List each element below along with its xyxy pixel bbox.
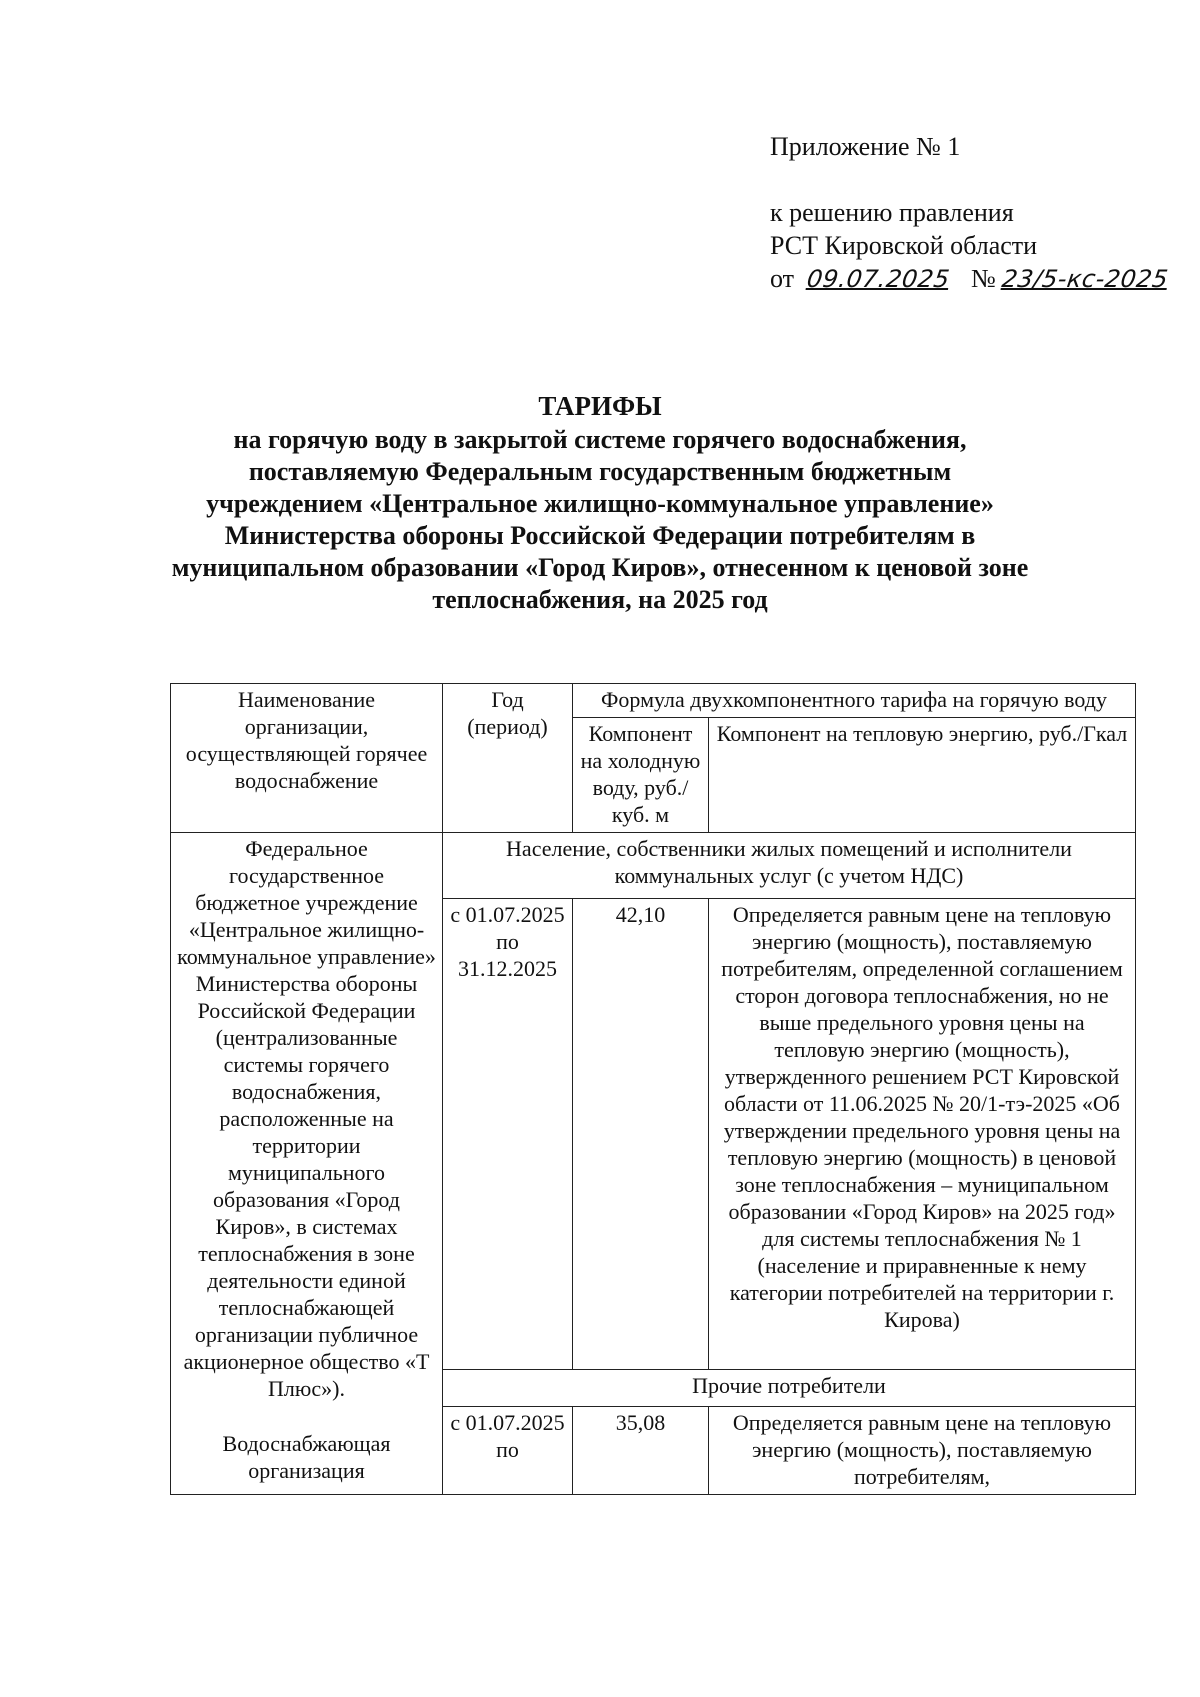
title-line: муниципальном образовании «Город Киров», отнесенном к ценовой зоне <box>171 553 1029 582</box>
appendix-date-number <box>770 262 1171 296</box>
header-heat: Компонент на тепловую энергию, руб./Гкал <box>709 718 1136 833</box>
appendix-line-authority: РСТ Кировской области <box>770 231 1038 260</box>
title-line: на горячую воду в закрытой системе горячего водоснабжения, <box>233 425 967 454</box>
organization-note: Водоснабжающая организация <box>171 1406 443 1494</box>
document-title <box>160 390 1040 616</box>
header-formula: Формула двухкомпонентного тарифа на горячую воду <box>573 684 1136 718</box>
appendix-reference <box>770 196 1171 296</box>
appendix-line-decision: к решению правления <box>770 198 1014 227</box>
heat-component-text: Определяется равным цене на тепловую энергию (мощность), поставляемую потребителям, <box>709 1406 1136 1494</box>
title-main: ТАРИФЫ <box>538 391 662 421</box>
title-line: учреждением «Центральное жилищно-коммунальное управление» <box>206 489 994 518</box>
heat-component-text: Определяется равным цене на тепловую энергию (мощность), поставляемую потребителям, определенной соглашением сторон договора теплоснабжения, но не выше предельного уровня цены на тепловую энергию (мощность), утвержденного решением РСТ Кировской области от 11.06.2025 № 20/1-тэ-2025 «Об утверждении предельного уровня цены на тепловую энергию (мощность) в ценовой зоне теплоснабжения – муниципальном образовании «Город Киров» на 2025 год» для системы теплоснабжения № 1 (население и приравненные к нему категории потребителей на территории г. Кирова) <box>709 898 1136 1369</box>
cold-water-value: 42,10 <box>573 898 709 1369</box>
group-name-population: Население, собственники жилых помещений и исполнители коммунальных услуг (с учетом НДС) <box>443 833 1136 899</box>
group-name-other: Прочие потребители <box>443 1369 1136 1406</box>
table-row <box>171 833 1136 899</box>
number-prefix: № <box>971 264 996 293</box>
title-line: Министерства обороны Российской Федерации потребителям в <box>224 521 976 550</box>
handwritten-number: 23/5-кс-2025 <box>1000 265 1171 293</box>
table-row <box>171 1406 1136 1494</box>
header-period: Год (период) <box>443 684 573 833</box>
tariffs-table <box>170 683 1136 1495</box>
date-prefix: от <box>770 264 795 293</box>
title-line: поставляемую Федеральным государственным бюджетным <box>248 457 952 486</box>
handwritten-date: 09.07.2025 <box>804 265 951 293</box>
table-header-row <box>171 684 1136 718</box>
title-line: теплоснабжения, на 2025 год <box>432 585 768 614</box>
organization-cell: Федеральное государственное бюджетное учреждение «Центральное жилищно-коммунальное управление» Министерства обороны Российской Федерации (централизованные системы горячего водоснабжения, расположенные на территории муниципального образования «Город Киров», в системах теплоснабжения в зоне деятельности единой теплоснабжающей организации публичное акционерное общество «Т Плюс»). <box>171 833 443 1407</box>
appendix-title: Приложение № 1 <box>770 132 961 161</box>
header-cold-water: Компонент на холодную воду, руб./куб. м <box>573 718 709 833</box>
period-cell: с 01.07.2025 по <box>443 1406 573 1494</box>
period-cell: с 01.07.2025 по 31.12.2025 <box>443 898 573 1369</box>
header-org: Наименование организации, осуществляющей горячее водоснабжение <box>171 684 443 833</box>
cold-water-value: 35,08 <box>573 1406 709 1494</box>
